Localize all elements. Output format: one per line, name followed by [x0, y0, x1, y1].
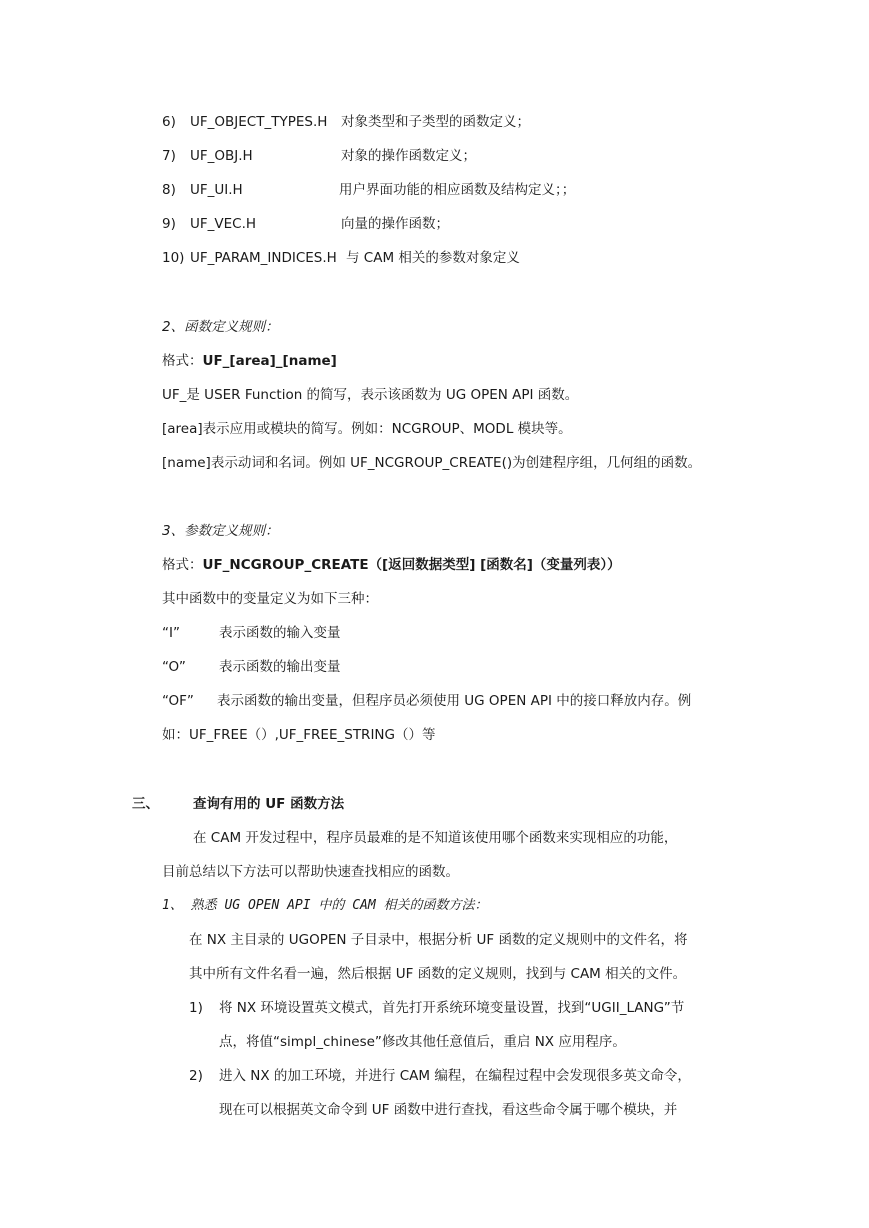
- item-number: 2): [189, 1068, 203, 1084]
- paragraph-line: 目前总结以下方法可以帮助快速查找相应的函数。: [162, 864, 459, 880]
- section-heading: 3、参数定义规则：: [162, 523, 279, 539]
- file-description: 与 CAM 相关的参数对象定义: [346, 250, 520, 266]
- variable-key: “O”: [162, 659, 186, 675]
- chapter-number: 三、: [132, 796, 159, 812]
- list-number: 10): [162, 250, 185, 266]
- paragraph-line: [name]表示动词和名词。例如 UF_NCGROUP_CREATE()为创建程序组，几何组的函数。: [162, 455, 702, 471]
- file-name: UF_OBJECT_TYPES.H: [190, 114, 328, 130]
- file-description: 向量的操作函数；: [341, 216, 449, 232]
- variable-description: 表示函数的输入变量: [219, 625, 341, 641]
- list-number: 7): [162, 148, 176, 164]
- file-description: 对象类型和子类型的函数定义；: [341, 114, 530, 130]
- item-continuation: 点，将值“simpl_chinese”修改其他任意值后，重启 NX 应用程序。: [219, 1034, 626, 1050]
- variable-key: “OF”: [162, 693, 194, 709]
- section-heading: 2、函数定义规则：: [162, 319, 279, 335]
- item-text: 将 NX 环境设置英文模式，首先打开系统环境变量设置，找到“UGII_LANG”节: [219, 1000, 685, 1016]
- item-continuation: 现在可以根据英文命令到 UF 函数中进行查找，看这些命令属于哪个模块，并: [219, 1102, 678, 1118]
- file-name: UF_VEC.H: [190, 216, 257, 232]
- format-label: 格式：: [162, 353, 203, 369]
- file-name: UF_OBJ.H: [190, 148, 253, 164]
- chapter-title: 查询有用的 UF 函数方法: [193, 796, 345, 812]
- paragraph-line: 在 CAM 开发过程中，程序员最难的是不知道该使用哪个函数来实现相应的功能，: [193, 830, 678, 846]
- format-line: [162, 556, 621, 574]
- format-value: UF_[area]_[name]: [202, 353, 337, 369]
- file-description: 用户界面功能的相应函数及结构定义；；: [339, 182, 576, 198]
- paragraph-line: 其中函数中的变量定义为如下三种：: [162, 591, 378, 607]
- format-value: UF_NCGROUP_CREATE（[返回数据类型] [函数名]（变量列表））: [202, 557, 621, 573]
- item-number: 1): [189, 1000, 203, 1016]
- list-number: 9): [162, 216, 176, 232]
- list-number: 6): [162, 114, 176, 130]
- variable-description: 表示函数的输出变量，但程序员必须使用 UG OPEN API 中的接口释放内存。例: [217, 693, 692, 709]
- file-description: 对象的操作函数定义；: [341, 148, 476, 164]
- variable-key: “I”: [162, 625, 180, 641]
- format-label: 格式：: [162, 557, 203, 573]
- file-name: UF_PARAM_INDICES.H: [190, 250, 337, 266]
- variable-description: 表示函数的输出变量: [219, 659, 341, 675]
- paragraph-line: UF_是 USER Function 的简写，表示该函数为 UG OPEN API 函数。: [162, 387, 579, 403]
- paragraph-line: 其中所有文件名看一遍，然后根据 UF 函数的定义规则，找到与 CAM 相关的文件。: [189, 966, 687, 982]
- format-line: [162, 352, 337, 370]
- list-number: 8): [162, 182, 176, 198]
- subsection-heading: 1、 熟悉 UG OPEN API 中的 CAM 相关的函数方法：: [162, 898, 488, 913]
- file-name: UF_UI.H: [190, 182, 243, 198]
- paragraph-line: 在 NX 主目录的 UGOPEN 子目录中，根据分析 UF 函数的定义规则中的文件名，将: [189, 932, 688, 948]
- item-text: 进入 NX 的加工环境，并进行 CAM 编程，在编程过程中会发现很多英文命令，: [219, 1068, 691, 1084]
- paragraph-line: [area]表示应用或模块的简写。例如：NCGROUP、MODL 模块等。: [162, 421, 572, 437]
- paragraph-line: 如：UF_FREE（）,UF_FREE_STRING（）等: [162, 727, 436, 743]
